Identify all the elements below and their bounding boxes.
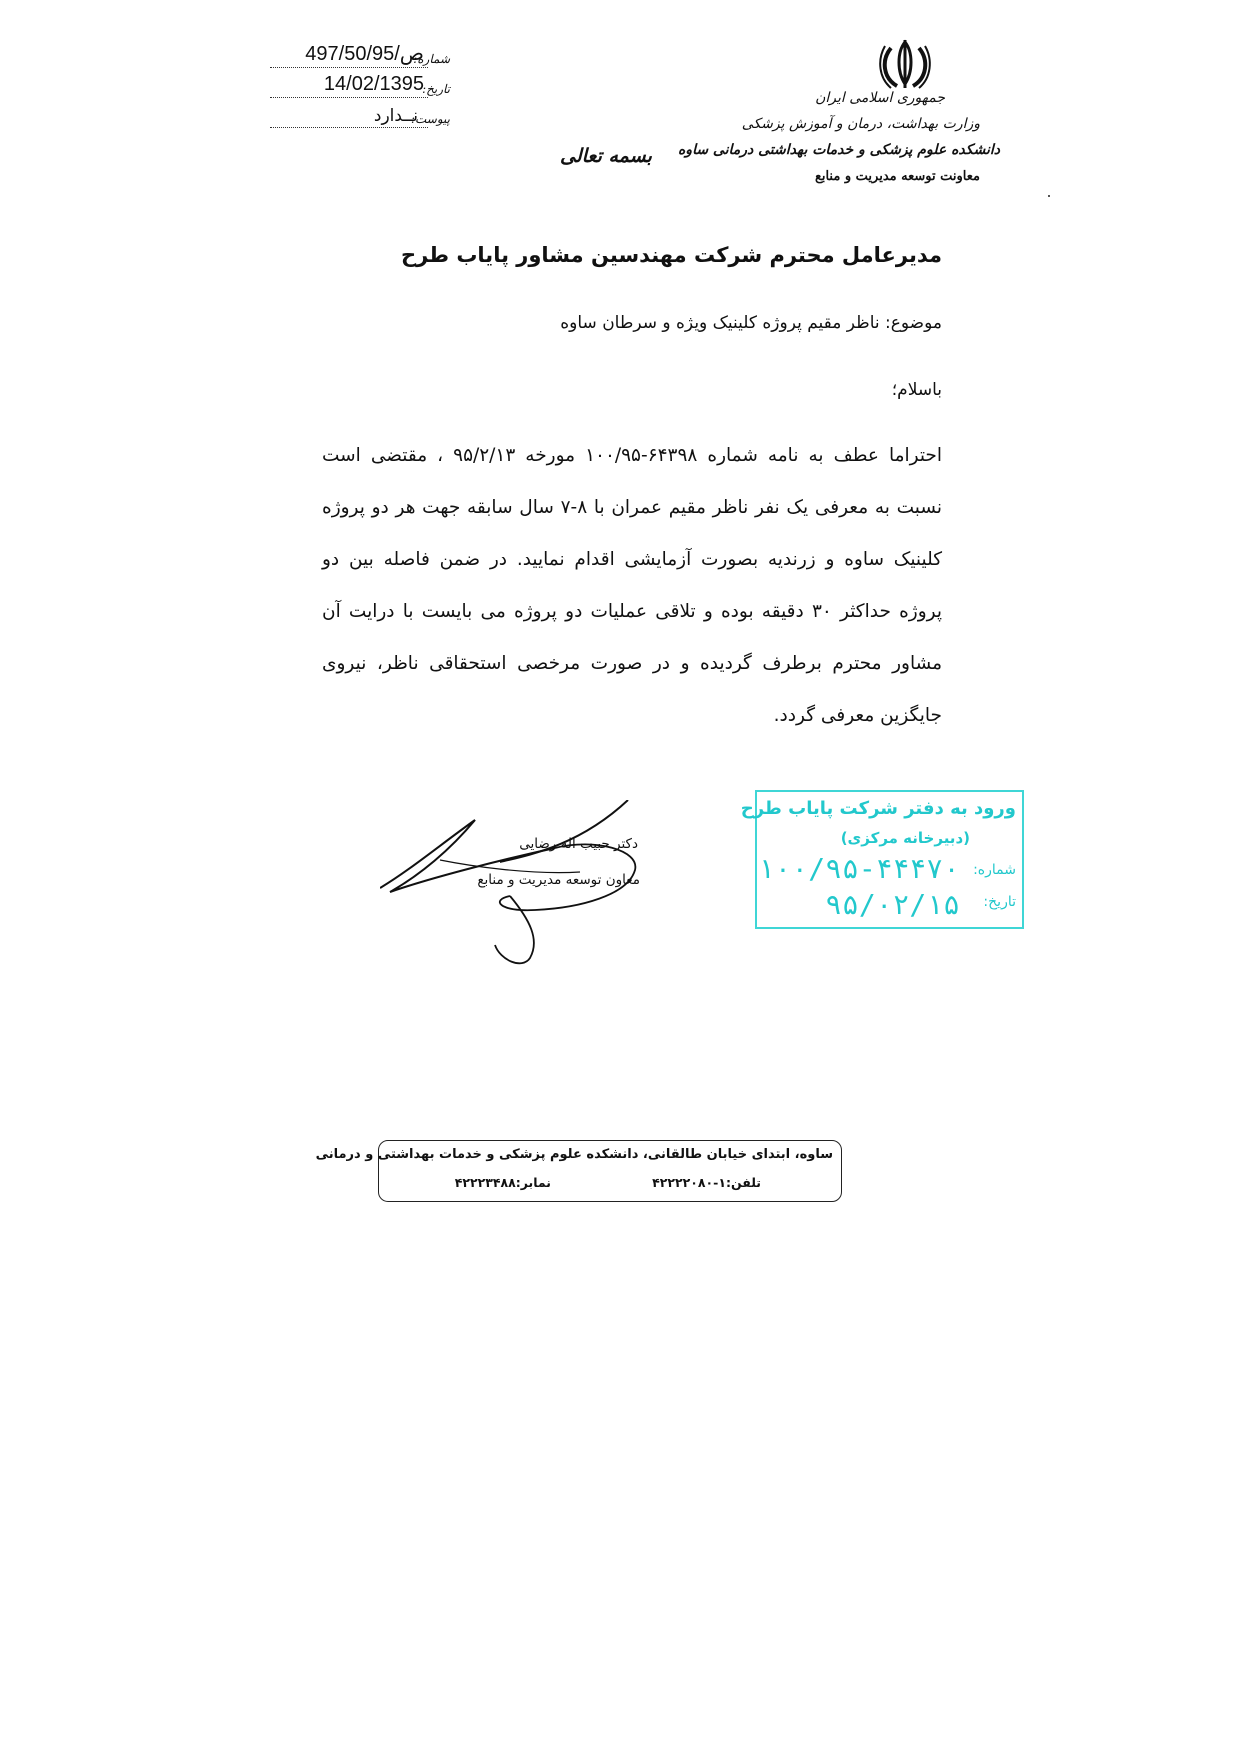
iran-emblem-icon (875, 38, 935, 90)
footer-fax: نمابر:۴۲۲۲۳۴۸۸ (454, 1175, 551, 1190)
addressee: مدیرعامل محترم شرکت مهندسین مشاور پایاب طرح (401, 243, 942, 267)
footer-address: ساوه، ابتدای خیابان طالقانی، دانشکده علوم پزشکی و خدمات بهداشتی و درمانی (315, 1147, 833, 1162)
dotted-line (270, 67, 428, 68)
letter-attachment-value: نــدارد (373, 106, 418, 126)
dotted-line (270, 97, 428, 98)
signatory-name: دکتر حبیب اله رضایی (519, 836, 638, 852)
footer-contact-box (315, 1140, 842, 1202)
dotted-line (270, 127, 428, 128)
org-department: معاونت توسعه مدیریت و منابع (814, 169, 980, 184)
stamp-number-value: ۱۰۰/۹۵-۴۴۴۷۰ (757, 852, 960, 885)
letter-body-paragraph: احتراما عطف به نامه شماره ۶۴۳۹۸-۱۰۰/۹۵ مورخه ۹۵/۲/۱۳ ، مقتضی است نسبت به معرفی یک نفر ناظر مقیم عمران با ۸-۷ سال سابقه جهت هر دو پروژه کلینیک ساوه و زرندیه بصورت آزمایشی اقدام نمایید. در ضمن فاصله بین دو پروژه حداکثر ۳۰ دقیقه بوده و تلاقی عملیات دو پروژه می بایست با درایت آن مشاور محترم برطرف گردیده و در صورت مرخصی استحقاقی ناظر، نیروی جایگزین معرفی گردد. (322, 445, 943, 726)
reception-stamp (740, 790, 1024, 929)
subject-line: موضوع: ناظر مقیم پروژه کلینیک ویژه و سرطان ساوه (560, 313, 942, 333)
signature-block (380, 800, 670, 970)
letter-date-label: تاریخ: (422, 82, 450, 96)
stamp-subtitle: (دبیرخانه مرکزی) (840, 829, 970, 847)
footer-phone: تلفن:۱-۴۲۲۲۲۰۸۰ (652, 1175, 761, 1190)
org-university: دانشکده علوم پزشکی و خدمات بهداشتی درمانی ساوه (677, 142, 1000, 158)
letter-date-row (270, 70, 450, 98)
letter-number-label: شماره: (413, 52, 450, 66)
basmala: بسمه تعالی (560, 145, 652, 167)
greeting: باسلام؛ (891, 380, 942, 400)
letter-attachment-label: پیوست: (410, 112, 450, 126)
org-country: جمهوری اسلامی ایران (815, 90, 945, 106)
stamp-number-label: شماره: (973, 862, 1016, 878)
scan-speck (1048, 195, 1050, 197)
signatory-title: معاون توسعه مدیریت و منابع (477, 872, 640, 888)
letter-date-value: 14/02/1395 (323, 73, 424, 95)
letter-number-row (270, 40, 450, 68)
letter-number-value: 497/50/ص/95 (305, 43, 424, 65)
org-ministry: وزارت بهداشت، درمان و آموزش پزشکی (741, 116, 980, 132)
stamp-date-value: ۹۵/۰۲/۱۵ (825, 888, 960, 921)
letter-attachment-row (270, 100, 450, 128)
stamp-title: ورود به دفتر شرکت پایاب طرح (740, 798, 1016, 819)
stamp-date-label: تاریخ: (983, 894, 1016, 910)
